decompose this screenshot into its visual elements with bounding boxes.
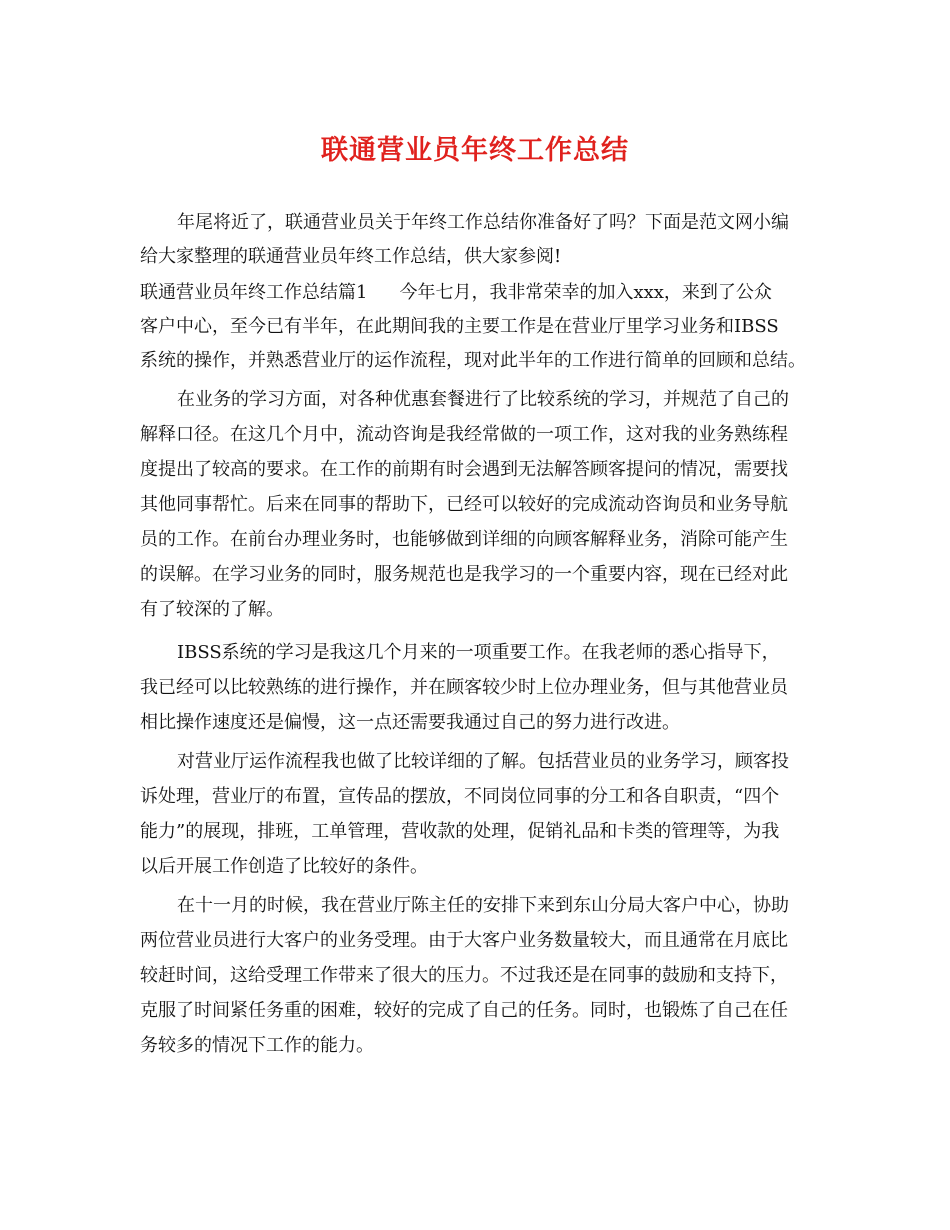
text-line-8: 度提出了较高的要求。在工作的前期有时会遇到无法解答顾客提问的情况，需要找	[140, 459, 788, 480]
text-line-13: IBSS系统的学习是我这几个月来的一项重要工作。在我老师的悉心指导下，	[177, 642, 780, 663]
text-line-24: 务较多的情况下工作的能力。	[140, 1035, 374, 1056]
text-line-10: 员的工作。在前台办理业务时，也能够做到详细的向顾客解释业务，消除可能产生	[140, 529, 788, 550]
text-line-7: 解释口径。在这几个月中，流动咨询是我经常做的一项工作，这对我的业务熟练程	[140, 424, 788, 445]
text-line-11: 的误解。在学习业务的同时，服务规范也是我学习的一个重要内容，现在已经对此	[140, 564, 788, 585]
text-line-2: 给大家整理的联通营业员年终工作总结，供大家参阅!	[140, 246, 562, 267]
text-line-14: 我已经可以比较熟练的进行操作，并在顾客较少时上位办理业务，但与其他营业员	[140, 677, 788, 698]
section-first-sentence: 今年七月，我非常荣幸的加入xxx，来到了公众	[399, 282, 772, 303]
document-title: 联通营业员年终工作总结	[321, 135, 629, 166]
text-line-15: 相比操作速度还是偏慢，这一点还需要我通过自己的努力进行改进。	[140, 712, 680, 733]
text-line-5: 系统的操作，并熟悉营业厅的运作流程，现对此半年的工作进行简单的回顾和总结。	[140, 350, 806, 371]
section-heading: 联通营业员年终工作总结篇1	[140, 282, 368, 303]
text-line-23: 克服了时间紧任务重的困难，较好的完成了自己的任务。同时，也锻炼了自己在任	[140, 1000, 788, 1021]
text-line-21: 两位营业员进行大客户的业务受理。由于大客户业务数量较大，而且通常在月底比	[140, 930, 788, 951]
text-line-17: 诉处理，营业厅的布置，宣传品的摆放，不同岗位同事的分工和各自职责，“四个	[140, 786, 780, 807]
text-line-22: 较赶时间，这给受理工作带来了很大的压力。不过我还是在同事的鼓励和支持下，	[140, 965, 788, 986]
text-line-19: 以后开展工作创造了比较好的条件。	[140, 856, 428, 877]
text-line-6: 在业务的学习方面，对各种优惠套餐进行了比较系统的学习，并规范了自己的	[177, 389, 789, 410]
text-line-9: 其他同事帮忙。后来在同事的帮助下，已经可以较好的完成流动咨询员和业务导航	[140, 494, 788, 515]
text-line-18: 能力”的展现，排班，工单管理，营收款的处理，促销礼品和卡类的管理等，为我	[140, 821, 780, 842]
text-line-4: 客户中心，至今已有半年，在此期间我的主要工作是在营业厅里学习业务和IBSS	[140, 316, 779, 337]
text-line-1: 年尾将近了，联通营业员关于年终工作总结你准备好了吗？下面是范文网小编	[177, 212, 789, 233]
text-line-20: 在十一月的时候，我在营业厅陈主任的安排下来到东山分局大客户中心，协助	[177, 895, 789, 916]
text-line-3	[140, 281, 820, 305]
text-line-12: 有了较深的了解。	[140, 599, 284, 620]
text-line-16: 对营业厅运作流程我也做了比较详细的了解。包括营业员的业务学习，顾客投	[177, 751, 789, 772]
